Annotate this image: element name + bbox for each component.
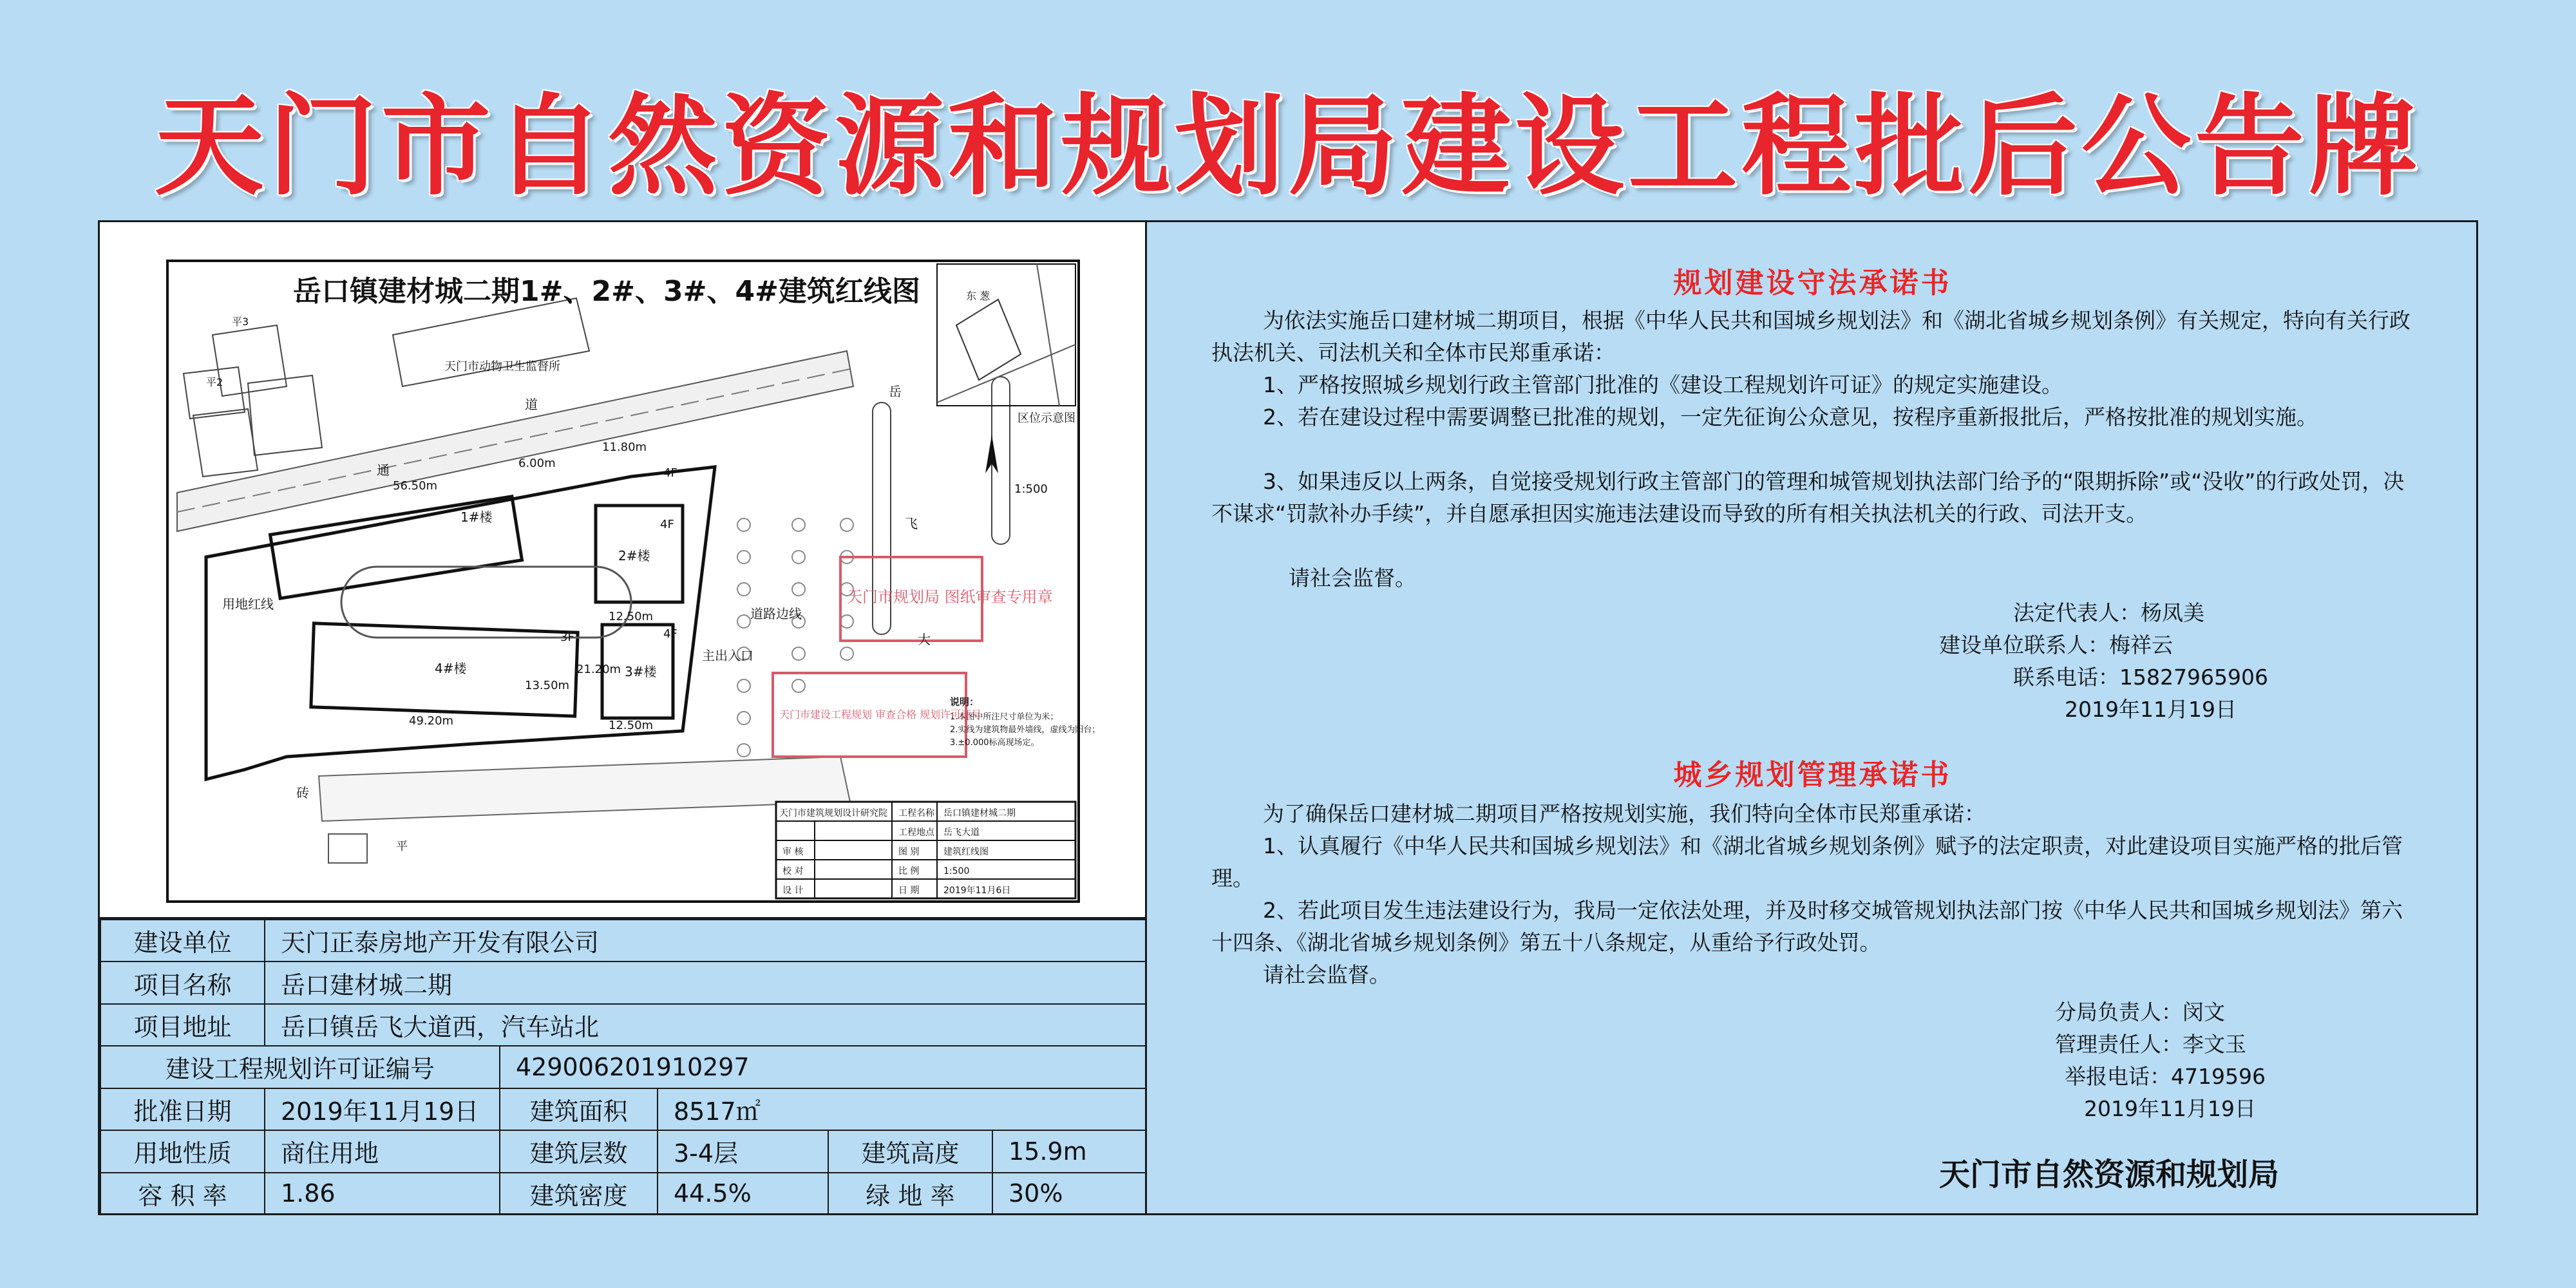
- table-row: [100, 1130, 1146, 1172]
- floor-b1: 4F: [663, 466, 677, 480]
- pledge2-date: 2019年11月19日: [2084, 1096, 2256, 1121]
- table-row: [100, 920, 1146, 961]
- label-road-line: 道路边线: [750, 606, 802, 621]
- note-1: 1.本图中所注尺寸单位为米；: [950, 712, 1059, 722]
- tb-check: 校 对: [782, 866, 804, 876]
- builder-value: 天门正泰房地产开发有限公司: [265, 920, 1146, 961]
- label-redline: 用地红线: [222, 596, 274, 612]
- bureau-name: 天门市自然资源和规划局: [1939, 1157, 2280, 1193]
- label-ping2: 平2: [206, 376, 223, 388]
- pledge1-p3: 2、若在建设过程中需要调整已批准的规划，一定先征询公众意见，按程序重新报批后，严格按批准的规划实施。: [1263, 404, 2318, 430]
- address-label: 项目地址: [100, 1004, 265, 1046]
- area-label: 建筑面积: [500, 1088, 658, 1130]
- label-road3: 岳: [889, 384, 902, 399]
- dim-21: 21.20m: [576, 663, 621, 676]
- pledge2-p2: 1、认真履行《中华人民共和国城乡规划法》和《湖北省城乡规划条例》赋予的法定职责，对此建设项目实施严格的批后管理。: [1211, 833, 2403, 891]
- permit-value: 429006201910297: [500, 1046, 1146, 1088]
- pledge1-title: 规划建设守法承诺书: [1673, 267, 1952, 299]
- dim-12b: 12.50m: [609, 719, 654, 732]
- pledge2-manager: 管理责任人：李文玉: [2055, 1032, 2246, 1057]
- height-label: 建筑高度: [828, 1130, 992, 1172]
- label-b3: 3#楼: [625, 664, 657, 679]
- table-row: [100, 1173, 1146, 1215]
- label-scale: 1:500: [1014, 482, 1048, 496]
- floor-b4: 3F: [560, 630, 574, 644]
- green-value: 30%: [992, 1173, 1146, 1215]
- table-row: [100, 1046, 1146, 1088]
- use-value: 商住用地: [265, 1130, 500, 1172]
- label-plant: 天门市动物卫生监督所: [444, 360, 560, 374]
- notes-title: 说明：: [950, 696, 980, 708]
- table-row: [100, 1088, 1146, 1130]
- pledge1-p1: 为依法实施岳口建材城二期项目，根据《中华人民共和国城乡规划法》和《湖北省城乡规划条例》有关规定，特向有关行政执法机关、司法机关和全体市民郑重承诺：: [1211, 308, 2410, 365]
- stamp2-text: 天门市建设工程规划 审查合格 规划许可证号: [779, 708, 982, 721]
- dim-49: 49.20m: [409, 714, 454, 728]
- green-label: 绿 地 率: [828, 1173, 992, 1215]
- tb-scale-lab: 比 例: [898, 866, 920, 876]
- tb-date: 2019年11月6日: [943, 886, 1011, 896]
- far-label: 容 积 率: [100, 1173, 265, 1215]
- tb-design: 设 计: [782, 886, 804, 896]
- pledge1-p4: 3、如果违反以上两条，自觉接受规划行政主管部门的管理和城管规划执法部门给予的“限期拆除”或“没收”的行政处罚，决不谋求“罚款补办手续”，并自愿承担因实施违法建设而导致的所有相关执法机关的行政、司法开支。: [1211, 469, 2405, 526]
- floor-b3: 4F: [663, 627, 677, 641]
- board-title: 天门市自然资源和规划局建设工程批后公告牌: [154, 83, 2421, 211]
- label-road2: 道: [525, 397, 538, 412]
- pledge1-phone: 联系电话：15827965906: [2013, 665, 2268, 690]
- table-row: [100, 961, 1146, 1003]
- tb-org: 天门市建筑规划设计研究院: [779, 808, 887, 819]
- tb-proj-no: 岳飞大道: [943, 828, 980, 838]
- tb-review: 审 核: [782, 847, 804, 857]
- dim-56: 56.50m: [393, 479, 438, 493]
- note-2: 2.实线为建筑物最外墙线，虚线为阳台；: [950, 725, 1101, 735]
- tb-scale: 1:500: [943, 866, 970, 876]
- density-value: 44.5%: [658, 1173, 828, 1215]
- left-panel: [100, 222, 1147, 1213]
- dim-6: 6.00m: [518, 457, 556, 470]
- stamp1-text: 天门市规划局 图纸审查专用章: [847, 588, 1053, 606]
- tb-project-lab: 工程名称: [898, 808, 934, 819]
- tb-proj-no-lab: 工程地点: [898, 828, 934, 838]
- project-label: 项目名称: [100, 961, 265, 1003]
- label-road5: 大: [918, 632, 931, 647]
- pledge1-contact: 建设单位联系人：梅祥云: [1939, 632, 2173, 658]
- floor-b2: 4F: [660, 518, 674, 531]
- site-plan-svg: [100, 222, 1145, 919]
- label-b4: 4#楼: [435, 661, 467, 676]
- floors-value: 3-4层: [658, 1130, 828, 1172]
- pledge1-legal: 法定代表人：杨凤美: [2013, 600, 2204, 625]
- drawing-title: 岳口镇建材城二期1#、2#、3#、4#建筑红线图: [293, 275, 920, 308]
- project-value: 岳口建材城二期: [265, 961, 1146, 1003]
- label-loc-map: 区位示意图: [1018, 412, 1075, 425]
- label-brick: 砖: [296, 785, 309, 800]
- label-road1: 通: [377, 462, 390, 478]
- pledge2-p1: 为了确保岳口建材城二期项目严格按规划实施，我们特向全体市民郑重承诺：: [1263, 801, 1985, 826]
- project-info-table: [100, 919, 1146, 1215]
- label-ping3: 平3: [232, 316, 249, 328]
- pledge1-p5: 请社会监督。: [1289, 565, 1416, 591]
- tb-date-lab: 日 期: [898, 886, 920, 896]
- label-b2: 2#楼: [618, 548, 650, 564]
- permit-label: 建设工程规划许可证编号: [100, 1046, 500, 1088]
- height-value: 15.9m: [992, 1130, 1146, 1172]
- label-dong: 东 葱: [966, 290, 990, 302]
- pledge2-p3: 2、若此项目发生违法建设行为，我局一定依法处理，并及时移交城管规划执法部门按《中华人民共和国城乡规划法》第六十四条、《湖北省城乡规划条例》第五十八条规定，从重给予行政处罚。: [1211, 898, 2403, 955]
- label-road4: 飞: [905, 516, 918, 531]
- area-value: 8517㎡: [658, 1088, 1146, 1130]
- pledge1-p2: 1、严格按照城乡规划行政主管部门批准的《建设工程规划许可证》的规定实施建设。: [1263, 372, 2063, 397]
- note-3: 3.±0.000标高现场定。: [950, 738, 1039, 748]
- notice-board: [98, 220, 2478, 1215]
- dim-13: 13.50m: [525, 679, 570, 692]
- builder-label: 建设单位: [100, 920, 265, 961]
- floors-label: 建筑层数: [500, 1130, 658, 1172]
- date-label: 批准日期: [100, 1088, 265, 1130]
- right-panel: [1147, 222, 2478, 1213]
- label-entrance: 主出入口: [702, 648, 753, 663]
- pledge2-chief: 分局负责人：闵文: [2055, 999, 2225, 1025]
- tb-drawing-lab: 图 别: [898, 847, 920, 857]
- density-label: 建筑密度: [500, 1173, 658, 1215]
- tb-project: 岳口镇建材城二期: [943, 808, 1016, 819]
- far-value: 1.86: [265, 1173, 500, 1215]
- address-value: 岳口镇岳飞大道西，汽车站北: [265, 1004, 1146, 1046]
- site-plan-drawing: [100, 222, 1145, 919]
- use-label: 用地性质: [100, 1130, 265, 1172]
- pledge2-phone: 举报电话：4719596: [2065, 1064, 2266, 1089]
- label-ping: 平: [396, 840, 408, 853]
- tb-drawing: 建筑红线图: [943, 847, 989, 857]
- dim-12a: 12.50m: [609, 610, 654, 623]
- pledge1-date: 2019年11月19日: [2065, 697, 2237, 722]
- date-value: 2019年11月19日: [265, 1088, 500, 1130]
- table-row: [100, 1004, 1146, 1046]
- label-b1: 1#楼: [460, 509, 493, 525]
- pledge2-title: 城乡规划管理承诺书: [1673, 759, 1952, 791]
- pledge2-p4: 请社会监督。: [1263, 962, 1390, 987]
- dim-11: 11.80m: [602, 440, 647, 454]
